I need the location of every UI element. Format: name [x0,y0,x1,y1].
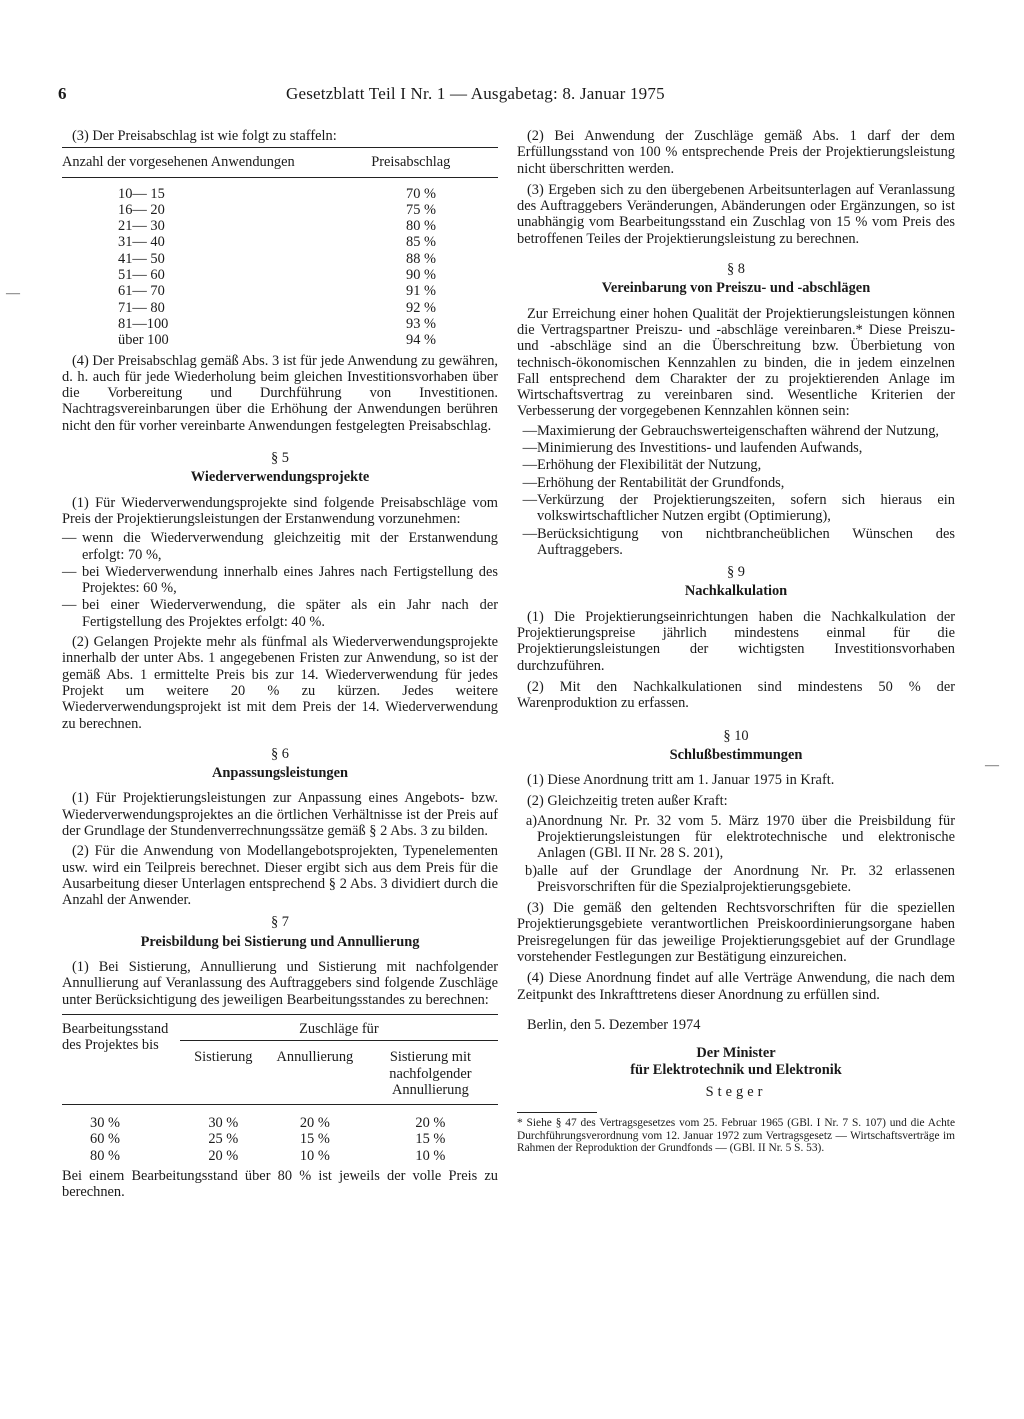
list-item-text: wenn die Wiederverwendung gleichzeitig mit der Erstanwendung erfolgt: 70 %, [82,530,498,563]
table2-rule-top [62,1014,498,1015]
table-cell-both: 15 % [415,1131,446,1148]
table-cell-sist: 20 % [208,1147,239,1164]
section-8-paragraph-1: Zur Erreichung einer hohen Qualität der Projektierungsleistungen können die Vertragspartner Preiszu- und -abschläge vereinbaren.* Diese Preiszu- und -abschläge sind an die Überschreitung bzw. Überbietung von technisch-ökonomischen Kennzahlen zu binden, die in jedem einzelnen Fall entsprechend dem Charakter der zu projektierenden Anlage im Wirtschaftsvertrag zu vereinbaren sind. Wesentliche Kriterien der Verbesserung der vorgegebenen Kennzahlen können sein: [517,305,955,420]
table-cell-value: 93 % [406,315,436,332]
list-dash: — [522,525,537,542]
table-cell-range: über 100 [118,332,169,349]
table-cell-ann: 20 % [299,1115,330,1132]
list-item [62,530,498,563]
table2-header-group: Zuschläge für [180,1021,498,1041]
section-7-number: § 7 [271,914,289,931]
table-cell-value: 75 % [406,201,436,218]
table2-header-beides: Sistierung mit nachfolgender Annullierung [389,1049,472,1098]
table-cell-range: 41— 50 [118,250,165,267]
table-cell-value: 91 % [406,283,436,300]
section-10-paragraph-4: (4) Diese Anordnung findet auf alle Verträge Anwendung, die nach dem Zeitpunkt des Inkrafttretens dieser Anordnung zu erfüllen sind. [517,970,955,1003]
section-7-paragraph-2: (2) Bei Anwendung der Zuschläge gemäß Abs. 1 darf der dem Erfüllungsstand von 100 % entsprechende Preis der Projektierungsleistung nicht überschritten werden. [517,128,955,177]
table-cell-range: 31— 40 [118,234,165,251]
signer-ministry: für Elektrotechnik und Elektronik [630,1061,842,1078]
table-cell-range: 21— 30 [118,218,165,235]
table-row [62,1115,498,1131]
section-5-list [62,530,498,630]
table-rule-header [62,177,498,178]
table-cell-range: 81—100 [118,315,169,332]
section-10-paragraph-3: (3) Die gemäß den geltenden Rechtsvorschriften für die speziellen Projektierungsgebiete verantwortlichen Preiskoordinierungsorgane haben Preisregelungen für das jeweilige Projektierungsgebiet auf der Grundlage vorstehender Festlegungen zur Bestätigung einzureichen. [517,900,955,966]
table-cell-value: 90 % [406,267,436,284]
list-item-text: alle auf der Grundlage der Anordnung Nr. Pr. 32 erlassenen Preisvorschriften für die Spezialprojektierungsgebiete. [537,862,955,895]
list-item-text: Anordnung Nr. Pr. 32 vom 5. März 1970 über die Preisbildung für Projektierungsleistungen für elektrotechnische und elektronische Anlagen (GBl. II Nr. 28 S. 201), [537,812,955,862]
table-cell-range: 51— 60 [118,267,165,284]
table2-header-annullierung: Annullierung [276,1049,354,1066]
list-dash: — [522,491,537,508]
zuschlaege-table-body [62,1115,498,1164]
section-10-number: § 10 [723,727,749,744]
list-item-text: Minimierung des Investitions- und laufenden Aufwands, [537,440,863,457]
table-cell-sist: 25 % [208,1131,239,1148]
list-item [62,564,498,597]
table-row [62,251,498,267]
margin-mark: — [985,758,999,773]
preisabschlag-table [62,154,498,174]
list-label: a) [525,812,537,829]
footnote: * Siehe § 47 des Vertragsgesetzes vom 25. Februar 1965 (GBl. I Nr. 7 S. 107) und die Achte Durchführungsverordnung vom 12. Januar 1972 zum Vertragsgesetz — Wirtschaftsverträge im Rahmen der Reproduktion der Grundfonds — (GBl. II Nr. 5 S. 53). [517,1117,955,1155]
list-item [517,440,955,456]
table-row [62,186,498,202]
section-7-paragraph-1: (1) Bei Sistierung, Annullierung und Sistierung mit nachfolgender Annullierung auf Veranlassung des Auftraggebers sind folgende Zuschläge unter Berücksichtigung des jeweiligen Bearbeitungsstandes zu berechnen: [62,959,498,1008]
section-5-paragraph-1: (1) Für Wiederverwendungsprojekte sind folgende Preisabschläge vom Preis der Projektierungsleistungen der Erstanwendung vorzunehmen: [62,494,498,527]
table2-header-sistierung: Sistierung [194,1049,253,1066]
table-cell-both: 10 % [415,1147,446,1164]
section-6-title: Anpassungsleistungen [212,765,348,782]
section-8-list [517,423,955,558]
list-item-text: bei Wiederverwendung innerhalb eines Jahres nach Fertigstellung des Projektes: 60 %, [82,563,498,597]
section-10-paragraph-1: (1) Diese Anordnung tritt am 1. Januar 1975 in Kraft. [527,772,835,789]
section-5-title: Wiederverwendungsprojekte [190,469,370,486]
table-cell-range: 71— 80 [118,299,165,316]
section-6-number: § 6 [271,745,289,762]
list-item [62,597,498,630]
section-5-paragraph-2: (2) Gelangen Projekte mehr als fünfmal als Wiederverwendungsprojekte innerhalb der unter Abs. 1 angegebenen Fristen zur Anwendung, so ist der gemäß Abs. 1 ermittelte Preis bis zur 14. Wiederverwendung für jedes Projekt um weitere 20 % zu kürzen. Jedes weitere Wiederverwendungsprojekt ist mit dem Preis der 14. Wiederverwendung zu berechnen. [62,634,498,732]
section-7-after-table: Bei einem Bearbeitungsstand über 80 % ist jeweils der volle Preis zu berechnen. [62,1168,498,1201]
footnote-rule [517,1112,597,1113]
table-row [62,267,498,283]
signer-name: Steger [705,1083,767,1100]
section-6-paragraph-1: (1) Für Projektierungsleistungen zur Anpassung eines Angebots- bzw. Wiederverwendungsprojektes an die örtlichen Verhältnisse ist der Preis auf der Grundlage der Stundenverrechnungssätze gemäß § 2 Abs. 3 zu bilden. [62,790,498,839]
table-row [62,218,498,234]
list-item-text: Berücksichtigung von nichtbrancheüblichen Wünschen des Auftraggebers. [537,525,955,558]
section-8-title: Vereinbarung von Preiszu- und -abschlägen [601,280,871,297]
table2-header-stand: Bearbeitungsstand des Projektes bis [62,1020,169,1054]
section-5-number: § 5 [271,450,289,467]
list-item-text: Erhöhung der Rentabilität der Grundfonds, [537,474,785,491]
table-cell-stand: 80 % [90,1147,120,1164]
page-number: 6 [58,84,67,103]
table-cell-value: 88 % [406,250,436,267]
table-rule-top [62,147,498,148]
left-column [62,128,498,1204]
zuschlaege-table [62,1021,498,1102]
list-item [517,475,955,491]
section-7-title: Preisbildung bei Sistierung und Annullierung [140,933,420,950]
section-9-number: § 9 [727,564,745,581]
section-10-title: Schlußbestimmungen [669,746,803,763]
list-label: b) [525,862,537,879]
table-cell-value: 80 % [406,218,436,235]
table-cell-range: 10— 15 [118,185,165,202]
table-row [62,1131,498,1147]
table-cell-range: 16— 20 [118,201,165,218]
table-cell-value: 92 % [406,299,436,316]
table-cell-stand: 60 % [90,1131,120,1148]
section-8-number: § 8 [727,261,745,278]
header-title: Gesetzblatt Teil I Nr. 1 — Ausgabetag: 8. Januar 1975 [286,84,665,103]
table-cell-value: 70 % [406,185,436,202]
preisabschlag-table-body [62,186,498,349]
margin-mark: — [6,286,20,301]
table-header-anwendungen: Anzahl der vorgesehenen Anwendungen [62,154,295,171]
list-item-text: Verkürzung der Projektierungszeiten, sofern sich hieraus ein volkswirtschaftlicher Nutzen ergibt (Optimierung), [537,491,955,525]
section-9-title: Nachkalkulation [684,583,788,600]
list-item [517,492,955,525]
list-dash: — [522,422,537,439]
table-row [62,283,498,299]
list-dash: — [62,597,77,614]
table-header-preisabschlag: Preisabschlag [371,154,451,171]
table-cell-stand: 30 % [90,1115,120,1132]
table-cell-value: 85 % [406,234,436,251]
table-cell-range: 61— 70 [118,283,165,300]
section-7-paragraph-3: (3) Ergeben sich zu den übergebenen Arbeitsunterlagen auf Veranlassung des Auftraggebers Veränderungen, Abänderungen oder Ergänzungen, so ist unabhängig vom Bearbeitungsstand ein Zuschlag von 15 % vom Preis des betroffenen Teiles der Projektierungsleistung zu berechnen. [517,181,955,247]
list-item [517,863,955,896]
list-dash: — [522,457,537,474]
place-date: Berlin, den 5. Dezember 1974 [527,1016,701,1033]
list-dash: — [522,474,537,491]
right-column [517,128,955,1155]
table2-rule-header [62,1104,498,1105]
list-dash: — [522,440,537,457]
table-cell-sist: 30 % [208,1115,239,1132]
list-item [517,526,955,559]
table-cell-both: 20 % [415,1115,446,1132]
list-dash: — [62,530,77,547]
table-cell-value: 94 % [406,332,436,349]
table-cell-ann: 15 % [299,1131,330,1148]
table-row [62,202,498,218]
list-item [517,457,955,473]
section-9-paragraph-2: (2) Mit den Nachkalkulationen sind mindestens 50 % der Warenproduktion zu erfassen. [517,678,955,712]
section-10-paragraph-2: (2) Gleichzeitig treten außer Kraft: [527,793,728,810]
list-item-text: Maximierung der Gebrauchswerteigenschaften während der Nutzung, [537,422,939,439]
table-row [62,1148,498,1164]
list-item-text: bei einer Wiederverwendung, die später als ein Jahr nach der Fertigstellung des Projektes erfolgt: 40 %. [82,597,498,630]
table-row [62,234,498,250]
table-row [62,316,498,332]
section-10-list [517,813,955,895]
table-row [62,332,498,348]
paragraph-4: (4) Der Preisabschlag gemäß Abs. 3 ist für jede Anwendung zu gewähren, d. h. auch für jede Wiederholung beim gleichen Investitionsvorhaben über die Vorbereitung und Durchführung von Investitionen. Nachtragsvereinbarungen über die Erhöhung der Anwendungen berühren nicht den für vorher vereinbarte Anwendungen festgelegten Preisabschlag. [62,352,498,434]
section-6-paragraph-2: (2) Für die Anwendung von Modellangebotsprojekten, Typenelementen usw. wird ein Teilpreis berechnet. Dieser ergibt sich aus dem Preis für die Ausarbeitung dieser Unterlagen entsprechend § 2 Abs. 3 dividiert durch die Anzahl der Anwender. [62,843,498,909]
signer-title: Der Minister [696,1045,776,1062]
list-item [517,423,955,439]
table-row [62,300,498,316]
list-item-text: Erhöhung der Flexibilität der Nutzung, [537,457,762,474]
table-cell-ann: 10 % [299,1147,330,1164]
paragraph-3-intro: (3) Der Preisabschlag ist wie folgt zu staffeln: [72,128,337,144]
list-item [517,813,955,862]
list-dash: — [62,563,77,580]
section-9-paragraph-1: (1) Die Projektierungseinrichtungen haben die Nachkalkulation der Projektierungspreise jährlich mindestens einmal für die Projektierungsleistungen der wichtigsten Investitionsvorhaben durchzuführen. [517,608,955,674]
